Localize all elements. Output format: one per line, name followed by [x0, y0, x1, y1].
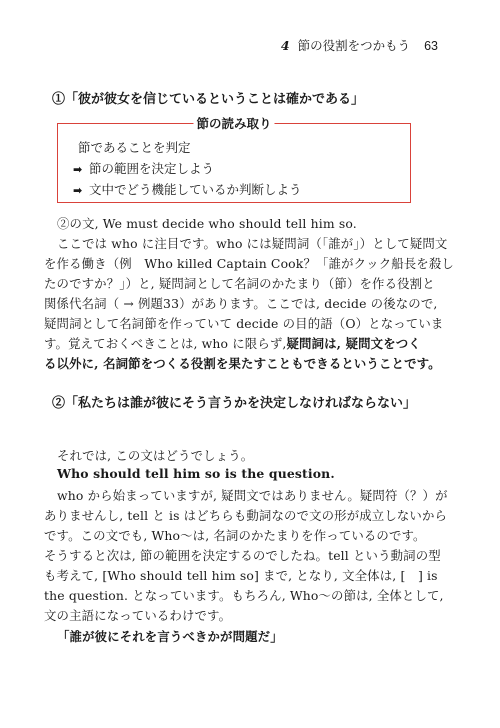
para2-line-6: そうすると次は, 節の範囲を決定するのでしたね。tell という動詞の型: [44, 548, 441, 563]
para1-line-7-a: す。覚えておくべきことは, who に限らず,: [44, 336, 287, 351]
example-sentence-2: ②「私たちは誰が彼にそう言うかを決定しなければならない」: [52, 396, 417, 411]
para1-line-3: を作る働き（例 Who killed Captain Cook？「誰がクック船長を殺し: [44, 256, 454, 271]
para2-line-4: ありませんし, tell と is はどちらも動詞なので文の形が成立しないから: [44, 508, 448, 523]
para2-line-7: も考えて, [Who should tell him so] まで, となり, 文全体は, [ ] is: [44, 568, 438, 583]
arrow-icon: ➡: [73, 163, 83, 176]
arrow-icon: ➡: [73, 184, 83, 197]
para2-line-5: です。この文でも, Who～は, 名詞のかたまりを作っているのです。: [44, 528, 426, 543]
para1-line-4: たのですか？」）と, 疑問詞として名詞のかたまり（節）を作る役割と: [44, 276, 435, 291]
para1-line-6: 疑問詞として名詞節を作っていて decide の目的語（O）となっていま: [44, 316, 444, 331]
chapter-number: 4: [280, 38, 290, 53]
para2-line-8: the question. となっています。もちろん, Who～の節は, 全体として,: [44, 588, 444, 603]
example-sentence-1: ①「彼が彼女を信じているということは確かである」: [52, 92, 365, 107]
para2-line-1: それでは, この文はどうでしょう。: [57, 448, 254, 463]
para2-line-2: Who should tell him so is the question.: [57, 466, 335, 481]
para1-line-2: ここでは who に注目です。who には疑問詞（「誰が」）として疑問文: [57, 236, 448, 251]
para2-line-3: who から始まっていますが, 疑問文ではありません。疑問符（？）が: [57, 488, 448, 503]
box-line-3-text: 文中でどう機能しているか判断しよう: [89, 182, 302, 197]
para1-line-7-b: 疑問詞は, 疑問文をつく: [286, 336, 421, 351]
page-number: 63: [424, 39, 438, 53]
para1-line-5: 関係代名詞（ → 例題33）があります。ここでは, decide の後なので,: [44, 296, 438, 311]
box-line-2: [73, 159, 214, 177]
reading-guide-box: [57, 116, 411, 203]
page-header: [281, 36, 438, 54]
para1-line-1: ②の文, We must decide who should tell him so.: [57, 216, 357, 231]
para2-line-9: 文の主語になっているわけです。: [44, 608, 232, 623]
box-line-3: [73, 180, 302, 198]
para2-line-10: 「誰が彼にそれを言うべきかが問題だ」: [57, 629, 283, 644]
box-line-2-text: 節の範囲を決定しよう: [89, 161, 215, 176]
para1-line-8: る以外に, 名詞節をつくる役割を果たすこともできるということです。: [44, 356, 441, 371]
para1-line-7: [44, 334, 421, 352]
box-title: 節の読み取り: [193, 114, 274, 132]
chapter-title: 節の役割をつかもう: [297, 38, 411, 53]
box-line-1: 節であることを判定: [78, 140, 191, 155]
